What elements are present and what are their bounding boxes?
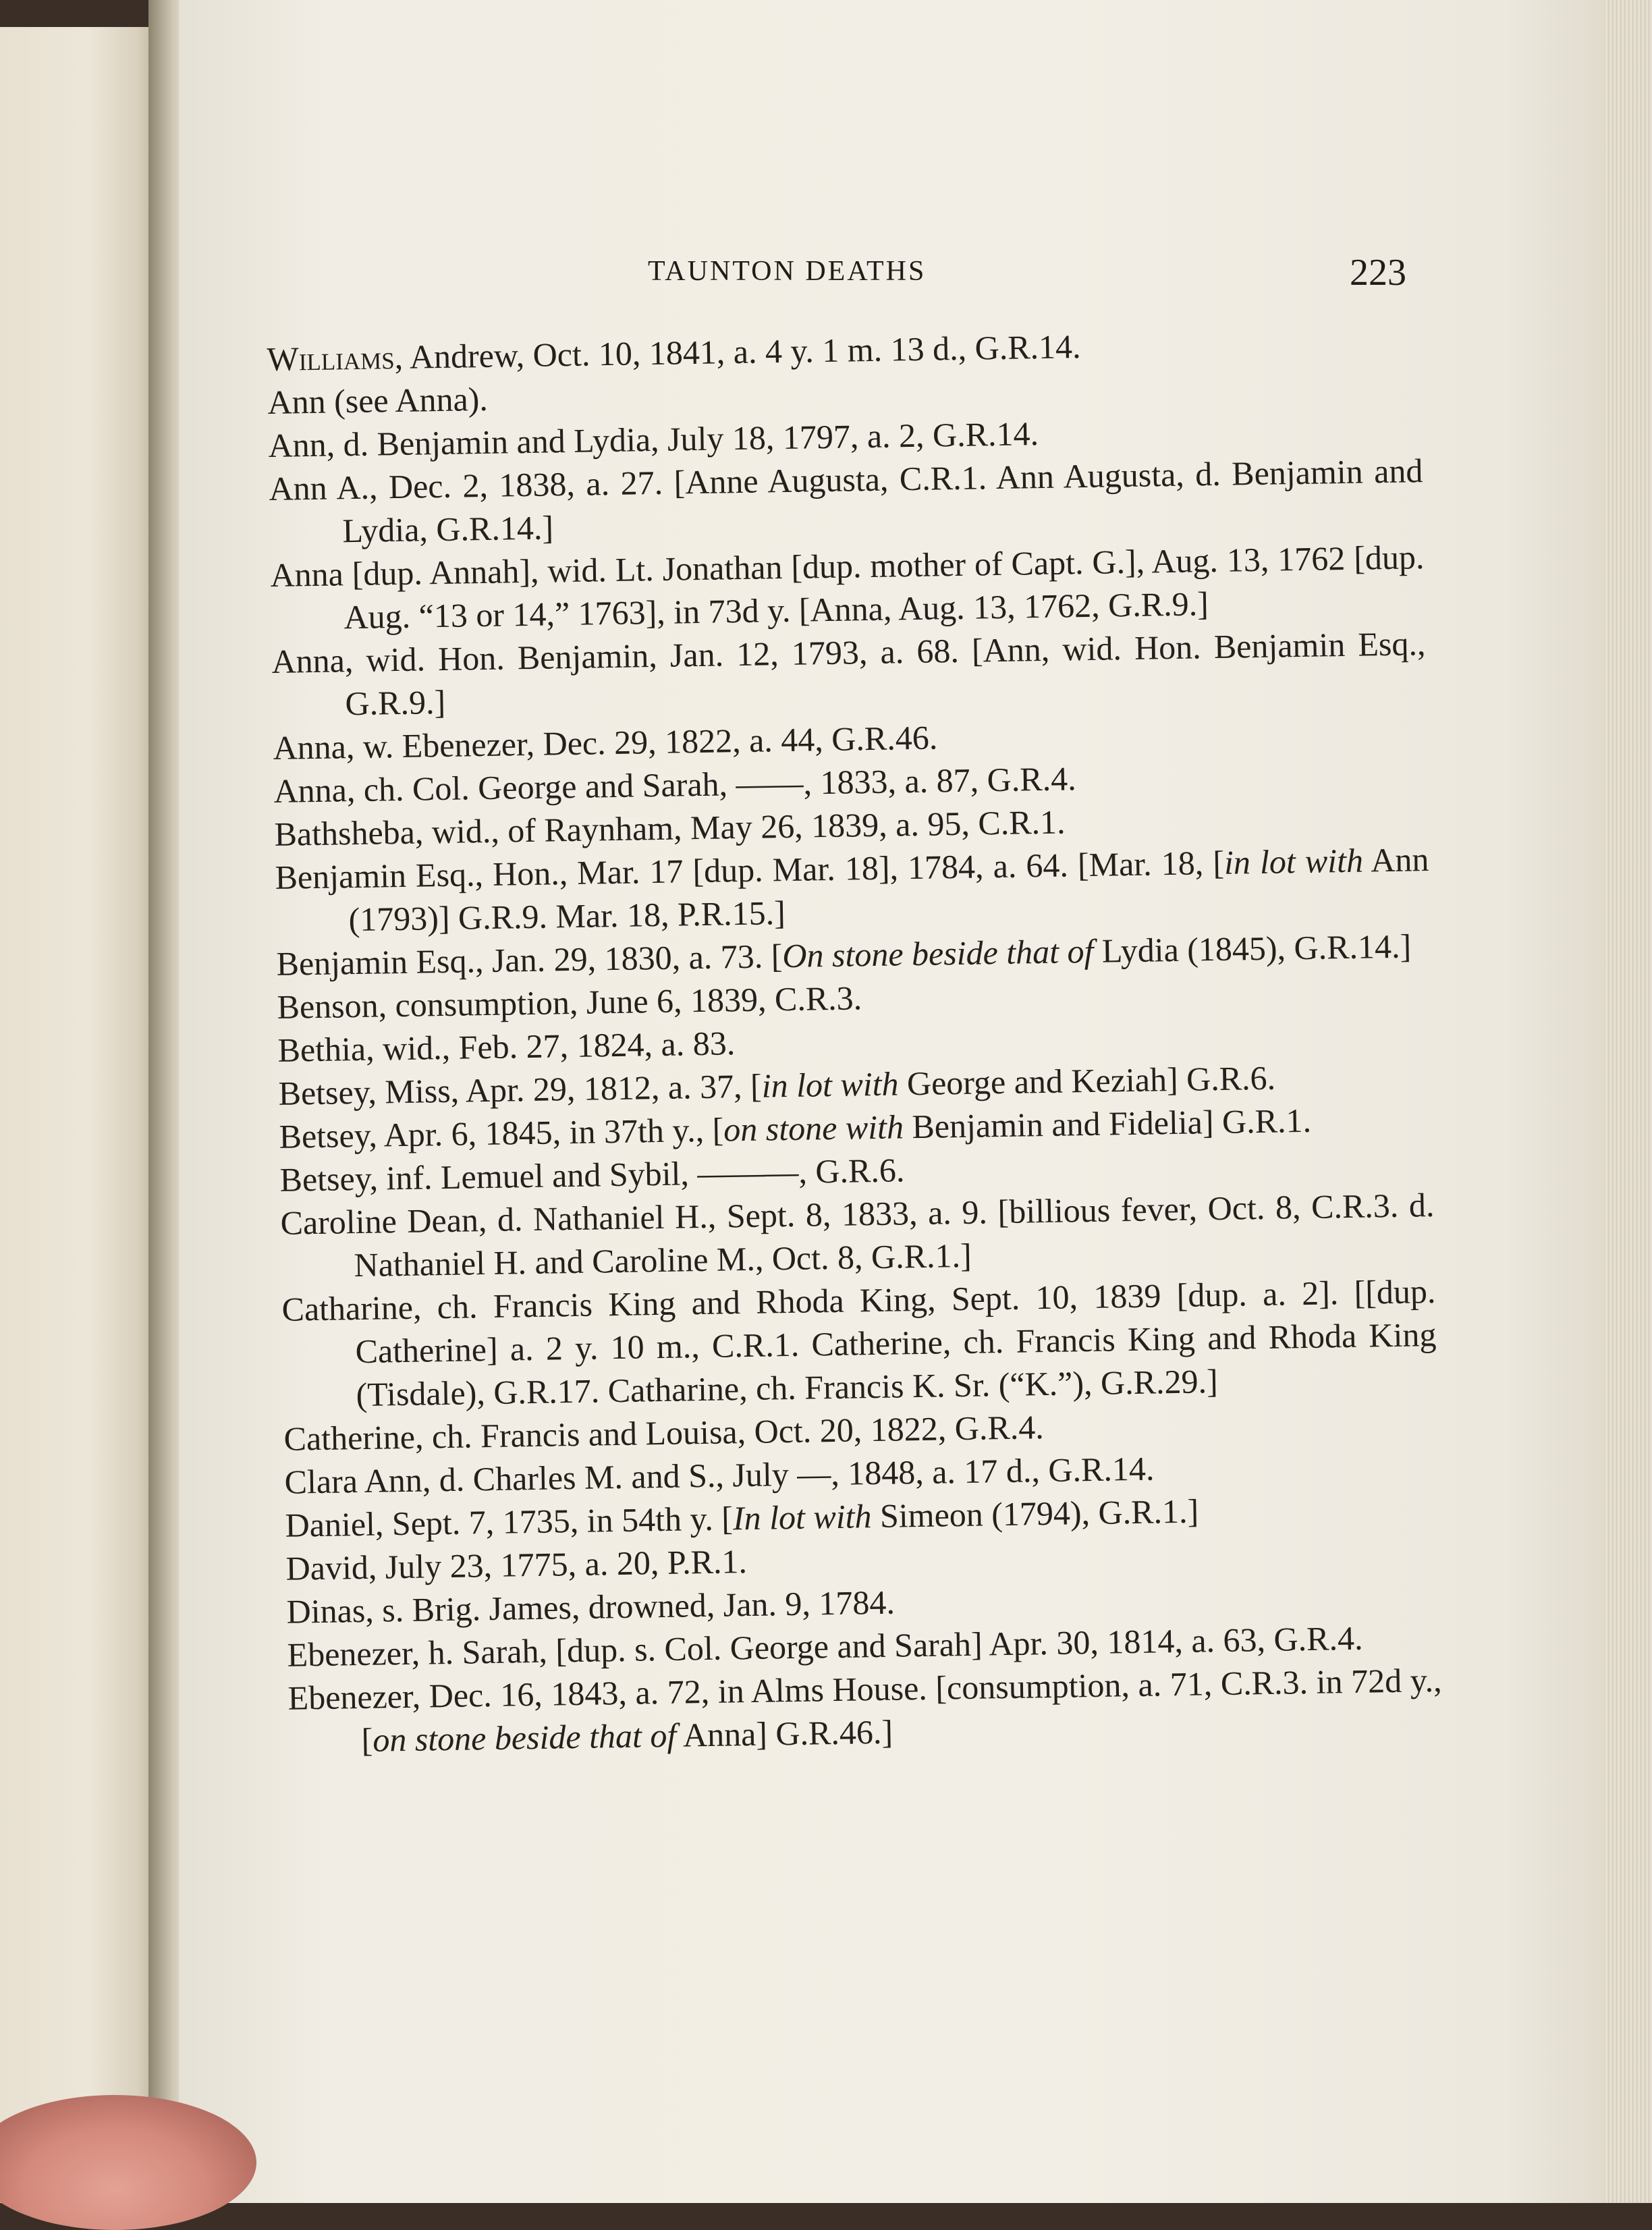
running-head: TAUNTON DEATHS [648,256,927,287]
entry-text: Catharine, ch. Francis King and Rhoda King, Sept. 10, 1839 [dup. a. 2]. [[dup. Catherine] a. 2 y. 10 m., C.R.1. Catherine, ch. Francis King and Rhoda King (Tisdale), G.R.17. Catharine, ch. Francis K. Sr. (“K.”), G.R.29.] [281,1272,1437,1414]
entry-italic-note: in lot with [761,1064,899,1105]
entry-italic-note: On stone beside that of [781,931,1094,975]
page-edges [1605,0,1652,2203]
entry-text: Benjamin Esq., Jan. 29, 1830, a. 73. [ [276,937,783,983]
entry-text: Anna, wid. Hon. Benjamin, Jan. 12, 1793, a. 68. [Ann, wid. Hon. Benjamin Esq., G.R.9.] [271,624,1426,723]
entry-text: Anna, ch. Col. George and Sarah, ——, 1833, a. 87, G.R.4. [273,759,1077,810]
entry-text-continued: Ann (1793)] G.R.9. Mar. 18, P.R.15.] [348,840,1429,939]
entry-text-continued: Simeon (1794), G.R.1.] [871,1492,1199,1535]
entry-text: Clara Ann, d. Charles M. and S., July —, 1848, a. 17 d., G.R.14. [284,1449,1155,1501]
entry-text-continued: Benjamin and Fidelia] G.R.1. [903,1101,1312,1146]
entry-text: Ebenezer, Dec. 16, 1843, a. 72, in Alms House. [consumption, a. 71, C.R.3. in 72d y., [ [287,1660,1442,1760]
entry-text: Ann A., Dec. 2, 1838, a. 27. [Anne Augusta, C.R.1. Ann Augusta, d. Benjamin and Lydia, G.R.14.] [269,452,1423,550]
entry-text: Benjamin Esq., Hon., Mar. 17 [dup. Mar. 18], 1784, a. 64. [Mar. 18, [ [275,843,1225,896]
entry-italic-note: in lot with [1223,841,1364,881]
entry-italic-note: In lot with [732,1497,872,1538]
entry-text: Anna [dup. Annah], wid. Lt. Jonathan [dup. mother of Capt. G.], Aug. 13, 1762 [dup. Aug. “13 or 14,” 1763], in 73d y. [Anna, Aug. 13, 1762, G.R.9.] [270,538,1425,636]
page-number: 223 [1350,252,1406,294]
entry-text: Daniel, Sept. 7, 1735, in 54th y. [ [285,1499,734,1544]
entry-text: Anna, w. Ebenezer, Dec. 29, 1822, a. 44, G.R.46. [273,718,938,767]
entry-text: Ann (see Anna). [267,379,489,421]
entry-text: Betsey, Apr. 6, 1845, in 37th y., [ [279,1110,724,1155]
surname-heading: Williams [267,338,395,378]
left-page [0,27,162,2203]
entry-text-continued: Lydia (1845), G.R.14.] [1093,927,1412,970]
entry-text-continued: Anna] G.R.46.] [676,1712,893,1754]
entry-text: David, July 23, 1775, a. 20, P.R.1. [285,1542,748,1587]
entry-text: Ann, d. Benjamin and Lydia, July 18, 1797, a. 2, G.R.14. [268,414,1039,464]
list-item [281,1270,1437,1417]
entry-text: Betsey, inf. Lemuel and Sybil, ———, G.R.6. [279,1151,905,1199]
entry-text: Benson, consumption, June 6, 1839, C.R.3. [277,979,862,1026]
death-record-list [267,319,1443,1763]
list-item [287,1658,1443,1763]
entry-text: Caroline Dean, d. Nathaniel H., Sept. 8, 1833, a. 9. [billious fever, Oct. 8, C.R.3. d. Nathaniel H. and Caroline M., Oct. 8, G.R.1.] [280,1185,1435,1284]
entry-italic-note: on stone with [723,1108,904,1149]
entry-text: Catherine, ch. Francis and Louisa, Oct. 20, 1822, G.R.4. [283,1408,1045,1458]
entry-italic-note: on stone beside that of [372,1716,677,1759]
entry-text: Betsey, Miss, Apr. 29, 1812, a. 37, [ [278,1066,763,1112]
entry-text: Bathsheba, wid., of Raynham, May 26, 1839, a. 95, C.R.1. [274,803,1066,853]
entry-text-continued: George and Keziah] G.R.6. [898,1058,1276,1103]
entry-text: Bethia, wid., Feb. 27, 1824, a. 83. [277,1024,736,1069]
entry-text: Ebenezer, h. Sarah, [dup. s. Col. George and Sarah] Apr. 30, 1814, a. 63, G.R.4. [287,1619,1363,1674]
entry-text: Dinas, s. Brig. James, drowned, Jan. 9, 1784. [286,1583,896,1631]
entry-text: , Andrew, Oct. 10, 1841, a. 4 y. 1 m. 13 d., G.R.14. [394,327,1081,377]
